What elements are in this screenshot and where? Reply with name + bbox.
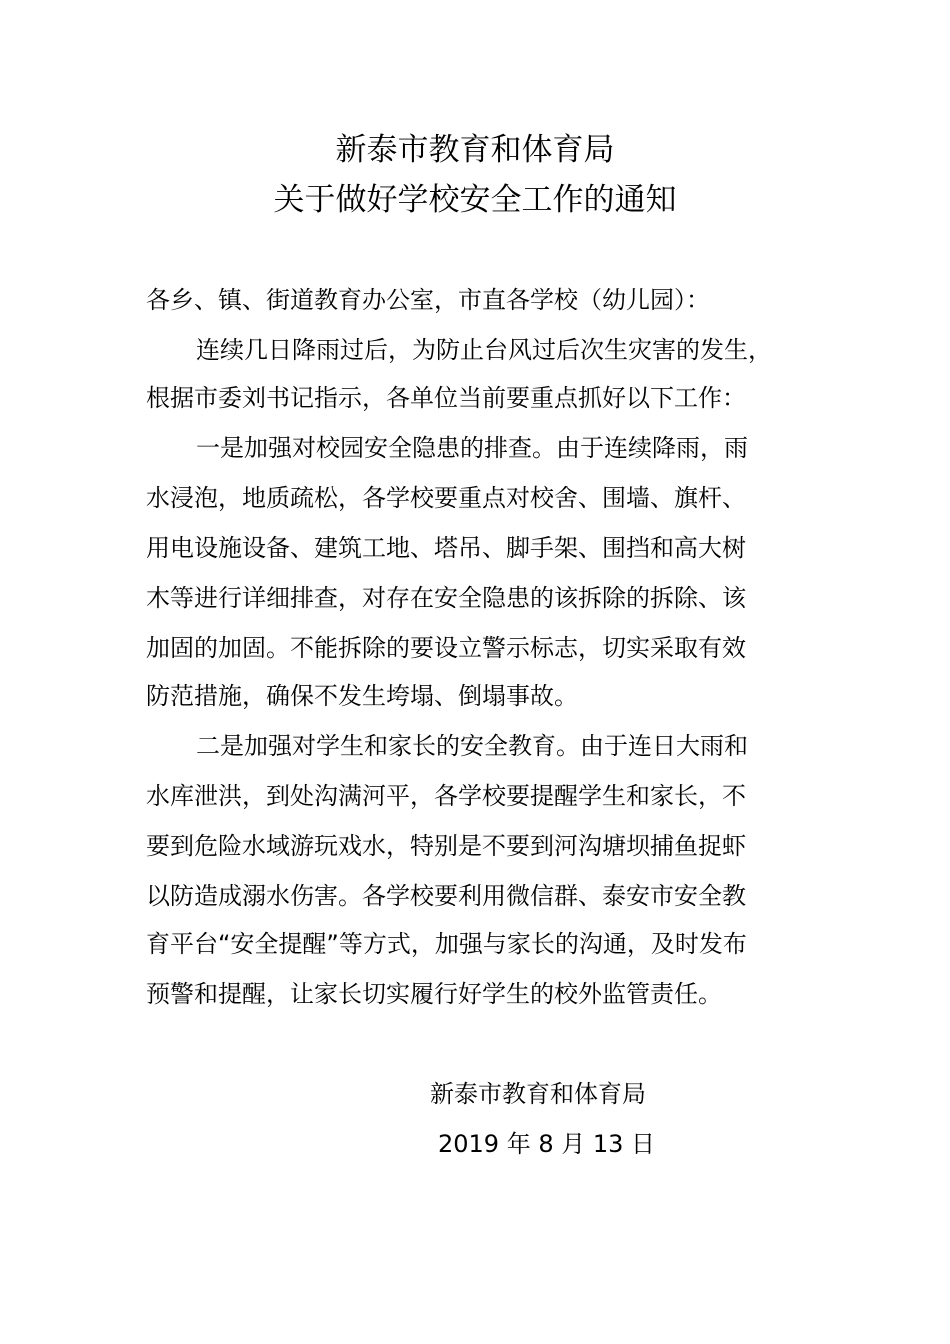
item1-line: 防范措施，确保不发生垮塌、倒塌事故。	[146, 682, 578, 710]
item1-line: 一是加强对校园安全隐患的排查。由于连续降雨，雨	[196, 434, 748, 462]
item2-line: 二是加强对学生和家长的安全教育。由于连日大雨和	[196, 732, 748, 760]
intro-line: 连续几日降雨过后，为防止台风过后次生灾害的发生，	[196, 336, 772, 364]
item2-line: 预警和提醒，让家长切实履行好学生的校外监管责任。	[146, 980, 722, 1008]
item2-line: 要到危险水域游玩戏水，特别是不要到河沟塘坝捕鱼捉虾	[146, 832, 746, 860]
salutation: 各乡、镇、街道教育办公室，市直各学校（幼儿园）：	[146, 286, 710, 314]
item2-line: 水库泄洪，到处沟满河平，各学校要提醒学生和家长，不	[146, 782, 746, 810]
item2-line: 育平台“安全提醒”等方式，加强与家长的沟通，及时发布	[146, 930, 747, 958]
item1-line: 水浸泡，地质疏松，各学校要重点对校舍、围墙、旗杆、	[146, 484, 746, 512]
item1-line: 木等进行详细排查，对存在安全隐患的该拆除的拆除、该	[146, 584, 746, 612]
item1-line: 加固的加固。不能拆除的要设立警示标志，切实采取有效	[146, 634, 746, 662]
issuer-signature: 新泰市教育和体育局	[430, 1080, 646, 1108]
intro-line: 根据市委刘书记指示，各单位当前要重点抓好以下工作：	[146, 384, 746, 412]
document-title-line-2: 关于做好学校安全工作的通知	[273, 182, 677, 218]
item2-line: 以防造成溺水伤害。各学校要利用微信群、泰安市安全教	[146, 882, 746, 910]
document-title-line-1: 新泰市教育和体育局	[335, 132, 615, 168]
item1-line: 用电设施设备、建筑工地、塔吊、脚手架、围挡和高大树	[146, 534, 746, 562]
issue-date: 2019 年 8 月 13 日	[438, 1130, 656, 1158]
